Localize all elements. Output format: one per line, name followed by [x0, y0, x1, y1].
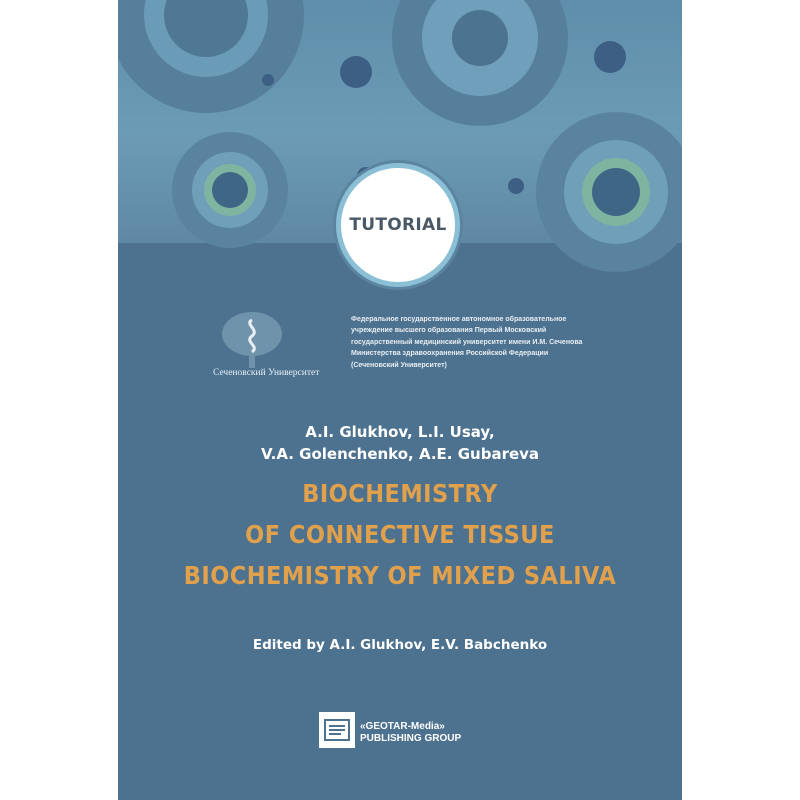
cell-icon	[536, 112, 682, 272]
institution-text	[351, 314, 581, 371]
title-line: BIOCHEMISTRY OF MIXED SALIVA	[183, 561, 617, 590]
tutorial-label: TUTORIAL	[349, 215, 447, 235]
sphere-icon	[340, 56, 372, 88]
authors	[118, 421, 682, 465]
edited-by: Edited by A.I. Glukhov, E.V. Babchenko	[252, 637, 548, 653]
tutorial-badge	[336, 163, 460, 287]
logo-caption: Сеченовский Университет	[213, 368, 320, 378]
institution-line: учреждение высшего образования Первый Московский	[351, 327, 547, 335]
sphere-icon	[262, 74, 274, 86]
publisher-group: PUBLISHING GROUP	[360, 733, 462, 744]
publisher	[360, 721, 461, 745]
sphere-icon	[508, 178, 524, 194]
institution-line: Федеральное государственное автономное образовательное	[351, 316, 567, 323]
geotar-logo-icon	[319, 712, 355, 748]
cell-icon	[172, 132, 288, 248]
institution-line: Министерства здравоохранения Российской Федерации	[351, 350, 549, 358]
authors-line: A.I. Glukhov, L.I. Usay,	[305, 423, 495, 441]
cell-icon	[118, 0, 304, 113]
book-cover	[118, 0, 682, 800]
title-line: BIOCHEMISTRY	[302, 479, 498, 508]
publisher-name: «GEOTAR-Media»	[360, 721, 445, 732]
sphere-icon	[594, 41, 626, 73]
cell-icon	[392, 0, 568, 126]
institution-line: государственный медицинский университет имени И.М. Сеченова	[351, 338, 583, 346]
authors-line: V.A. Golenchenko, A.E. Gubareva	[260, 445, 540, 463]
institution-line: (Сеченовский Университет)	[351, 361, 447, 369]
title-line: OF CONNECTIVE TISSUE	[245, 520, 555, 549]
book-title	[118, 481, 682, 604]
